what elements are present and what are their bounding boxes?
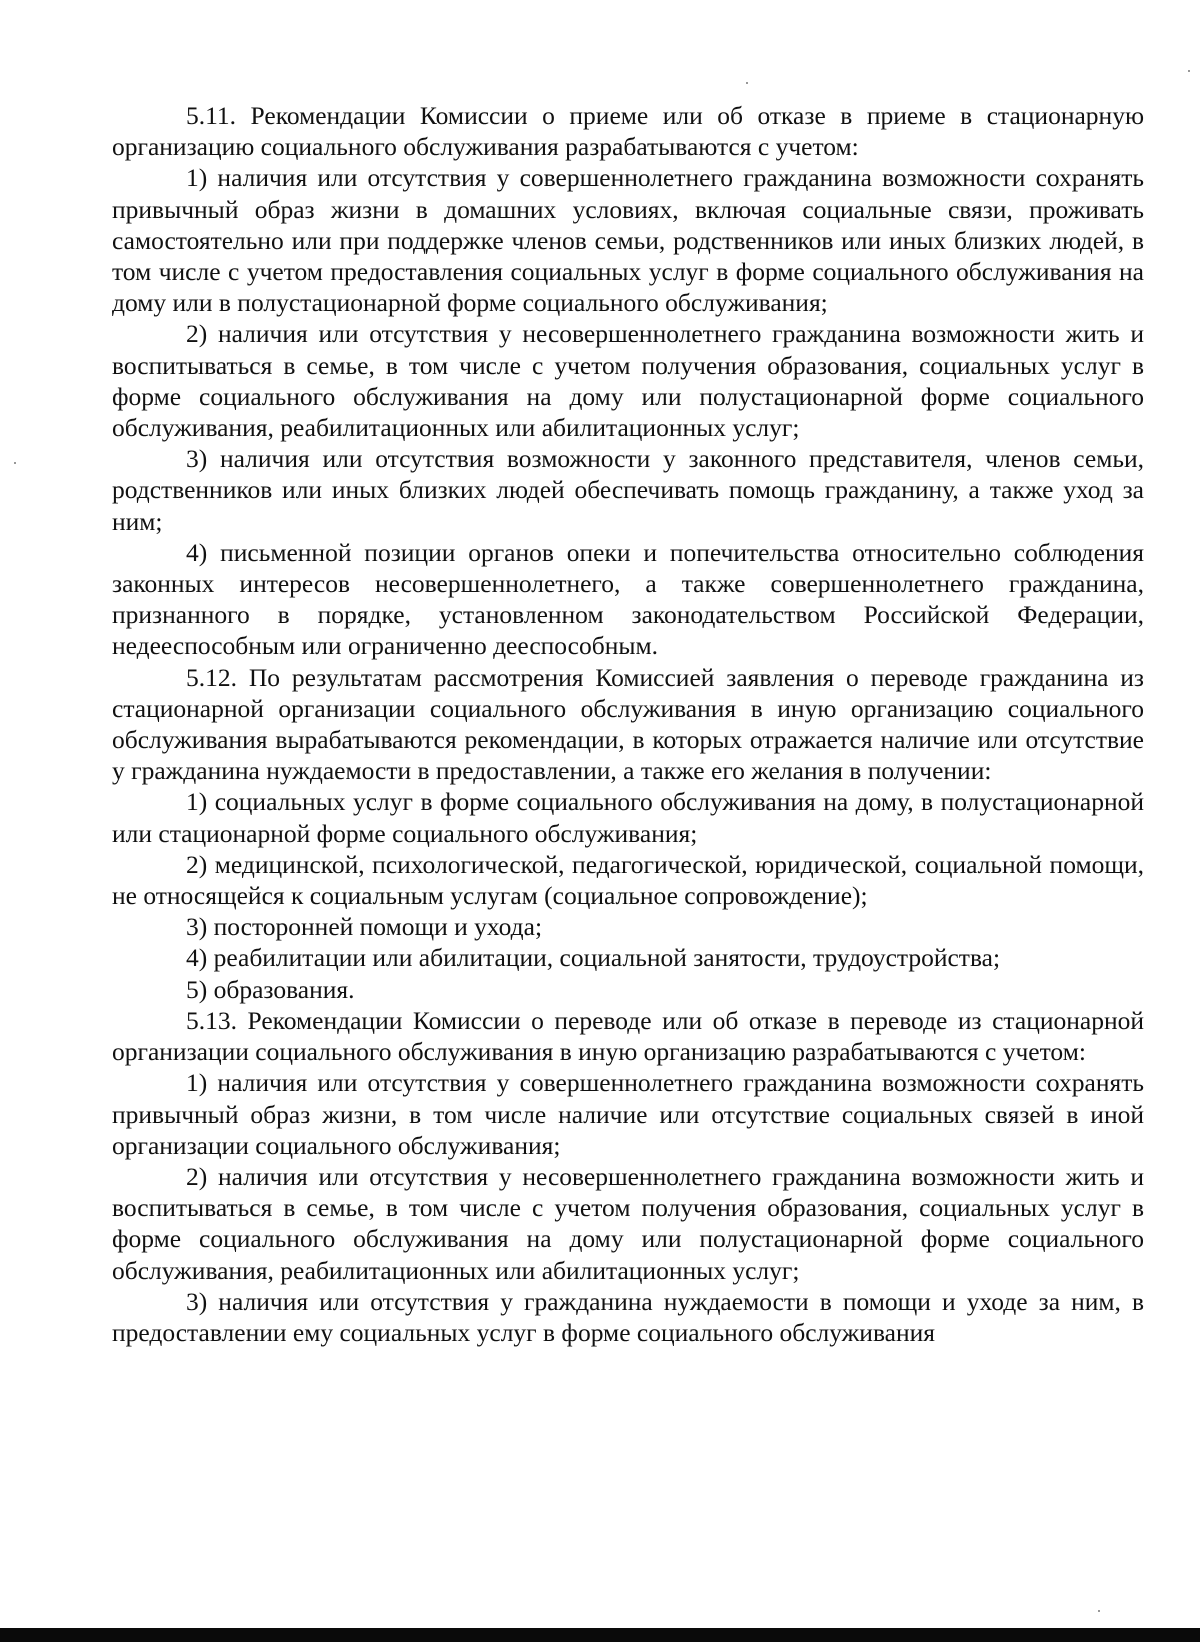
scan-speck <box>14 462 16 464</box>
scan-speck <box>1188 70 1190 72</box>
list-item: 4) письменной позиции органов опеки и попечительства относительно соблюдения законных интересов несовершеннолетнего, а также совершеннолетнего гражданина, признанного в порядке, установленном законодательством Российской Федерации, недееспособным или ограниченно дееспособным. <box>112 537 1144 661</box>
list-item: 2) наличия или отсутствия у несовершеннолетнего гражданина возможности жить и воспитываться в семье, в том числе с учетом получения образования, социальных услуг в форме социального обслуживания на дому или полустационарной форме социального обслуживания, реабилитационных или абилитационных услуг; <box>112 319 1144 443</box>
scan-edge-bar <box>0 1628 1200 1642</box>
list-item: 2) наличия или отсутствия у несовершеннолетнего гражданина возможности жить и воспитываться в семье, в том числе с учетом получения образования, социальных услуг в форме социального обслуживания на дому или полустационарной форме социального обслуживания, реабилитационных или абилитационных услуг; <box>112 1161 1144 1285</box>
scan-speck <box>1098 1610 1100 1612</box>
paragraph-5-12: 5.12. По результатам рассмотрения Комиссией заявления о переводе гражданина из стационарной организации социального обслуживания в иную организацию социального обслуживания вырабатываются рекомендации, в которых отражается наличие или отсутствие у гражданина нуждаемости в предоставлении, а также его желания в получении: <box>112 662 1144 786</box>
list-item: 5) образования. <box>186 974 355 1004</box>
list-item: 2) медицинской, психологической, педагогической, юридической, социальной помощи, не относящейся к социальным услугам (социальное сопровождение); <box>112 849 1144 911</box>
list-item: 3) посторонней помощи и ухода; <box>186 912 543 942</box>
paragraph-5-11: 5.11. Рекомендации Комиссии о приеме или об отказе в приеме в стационарную организацию социального обслуживания разрабатываются с учетом: <box>112 101 1144 162</box>
list-item: 1) наличия или отсутствия у совершеннолетнего гражданина возможности сохранять привычный образ жизни, в том числе наличие или отсутствие социальных связей в иной организации социального обслуживания; <box>112 1068 1144 1160</box>
list-item: 1) наличия или отсутствия у совершеннолетнего гражданина возможности сохранять привычный образ жизни в домашних условиях, включая социальные связи, проживать самостоятельно или при поддержке членов семьи, родственников или иных близких людей, в том числе с учетом предоставления социальных услуг в форме социального обслуживания на дому или в полустационарной форме социального обслуживания; <box>112 163 1144 318</box>
list-item: 1) социальных услуг в форме социального обслуживания на дому, в полустационарной или стационарной форме социального обслуживания; <box>112 787 1144 848</box>
paragraph-5-13: 5.13. Рекомендации Комиссии о переводе или об отказе в переводе из стационарной организации социального обслуживания в иную организацию разрабатываются с учетом: <box>112 1005 1144 1067</box>
scan-speck <box>746 82 748 84</box>
list-item: 3) наличия или отсутствия возможности у законного представителя, членов семьи, родственников или иных близких людей обеспечивать помощь гражданину, а также уход за ним; <box>112 444 1144 536</box>
document-page <box>112 100 1144 1348</box>
list-item: 3) наличия или отсутствия у гражданина нуждаемости в помощи и уходе за ним, в предоставлении ему социальных услуг в форме социального обслуживания <box>112 1286 1144 1347</box>
list-item: 4) реабилитации или абилитации, социальной занятости, трудоустройства; <box>186 943 1001 973</box>
